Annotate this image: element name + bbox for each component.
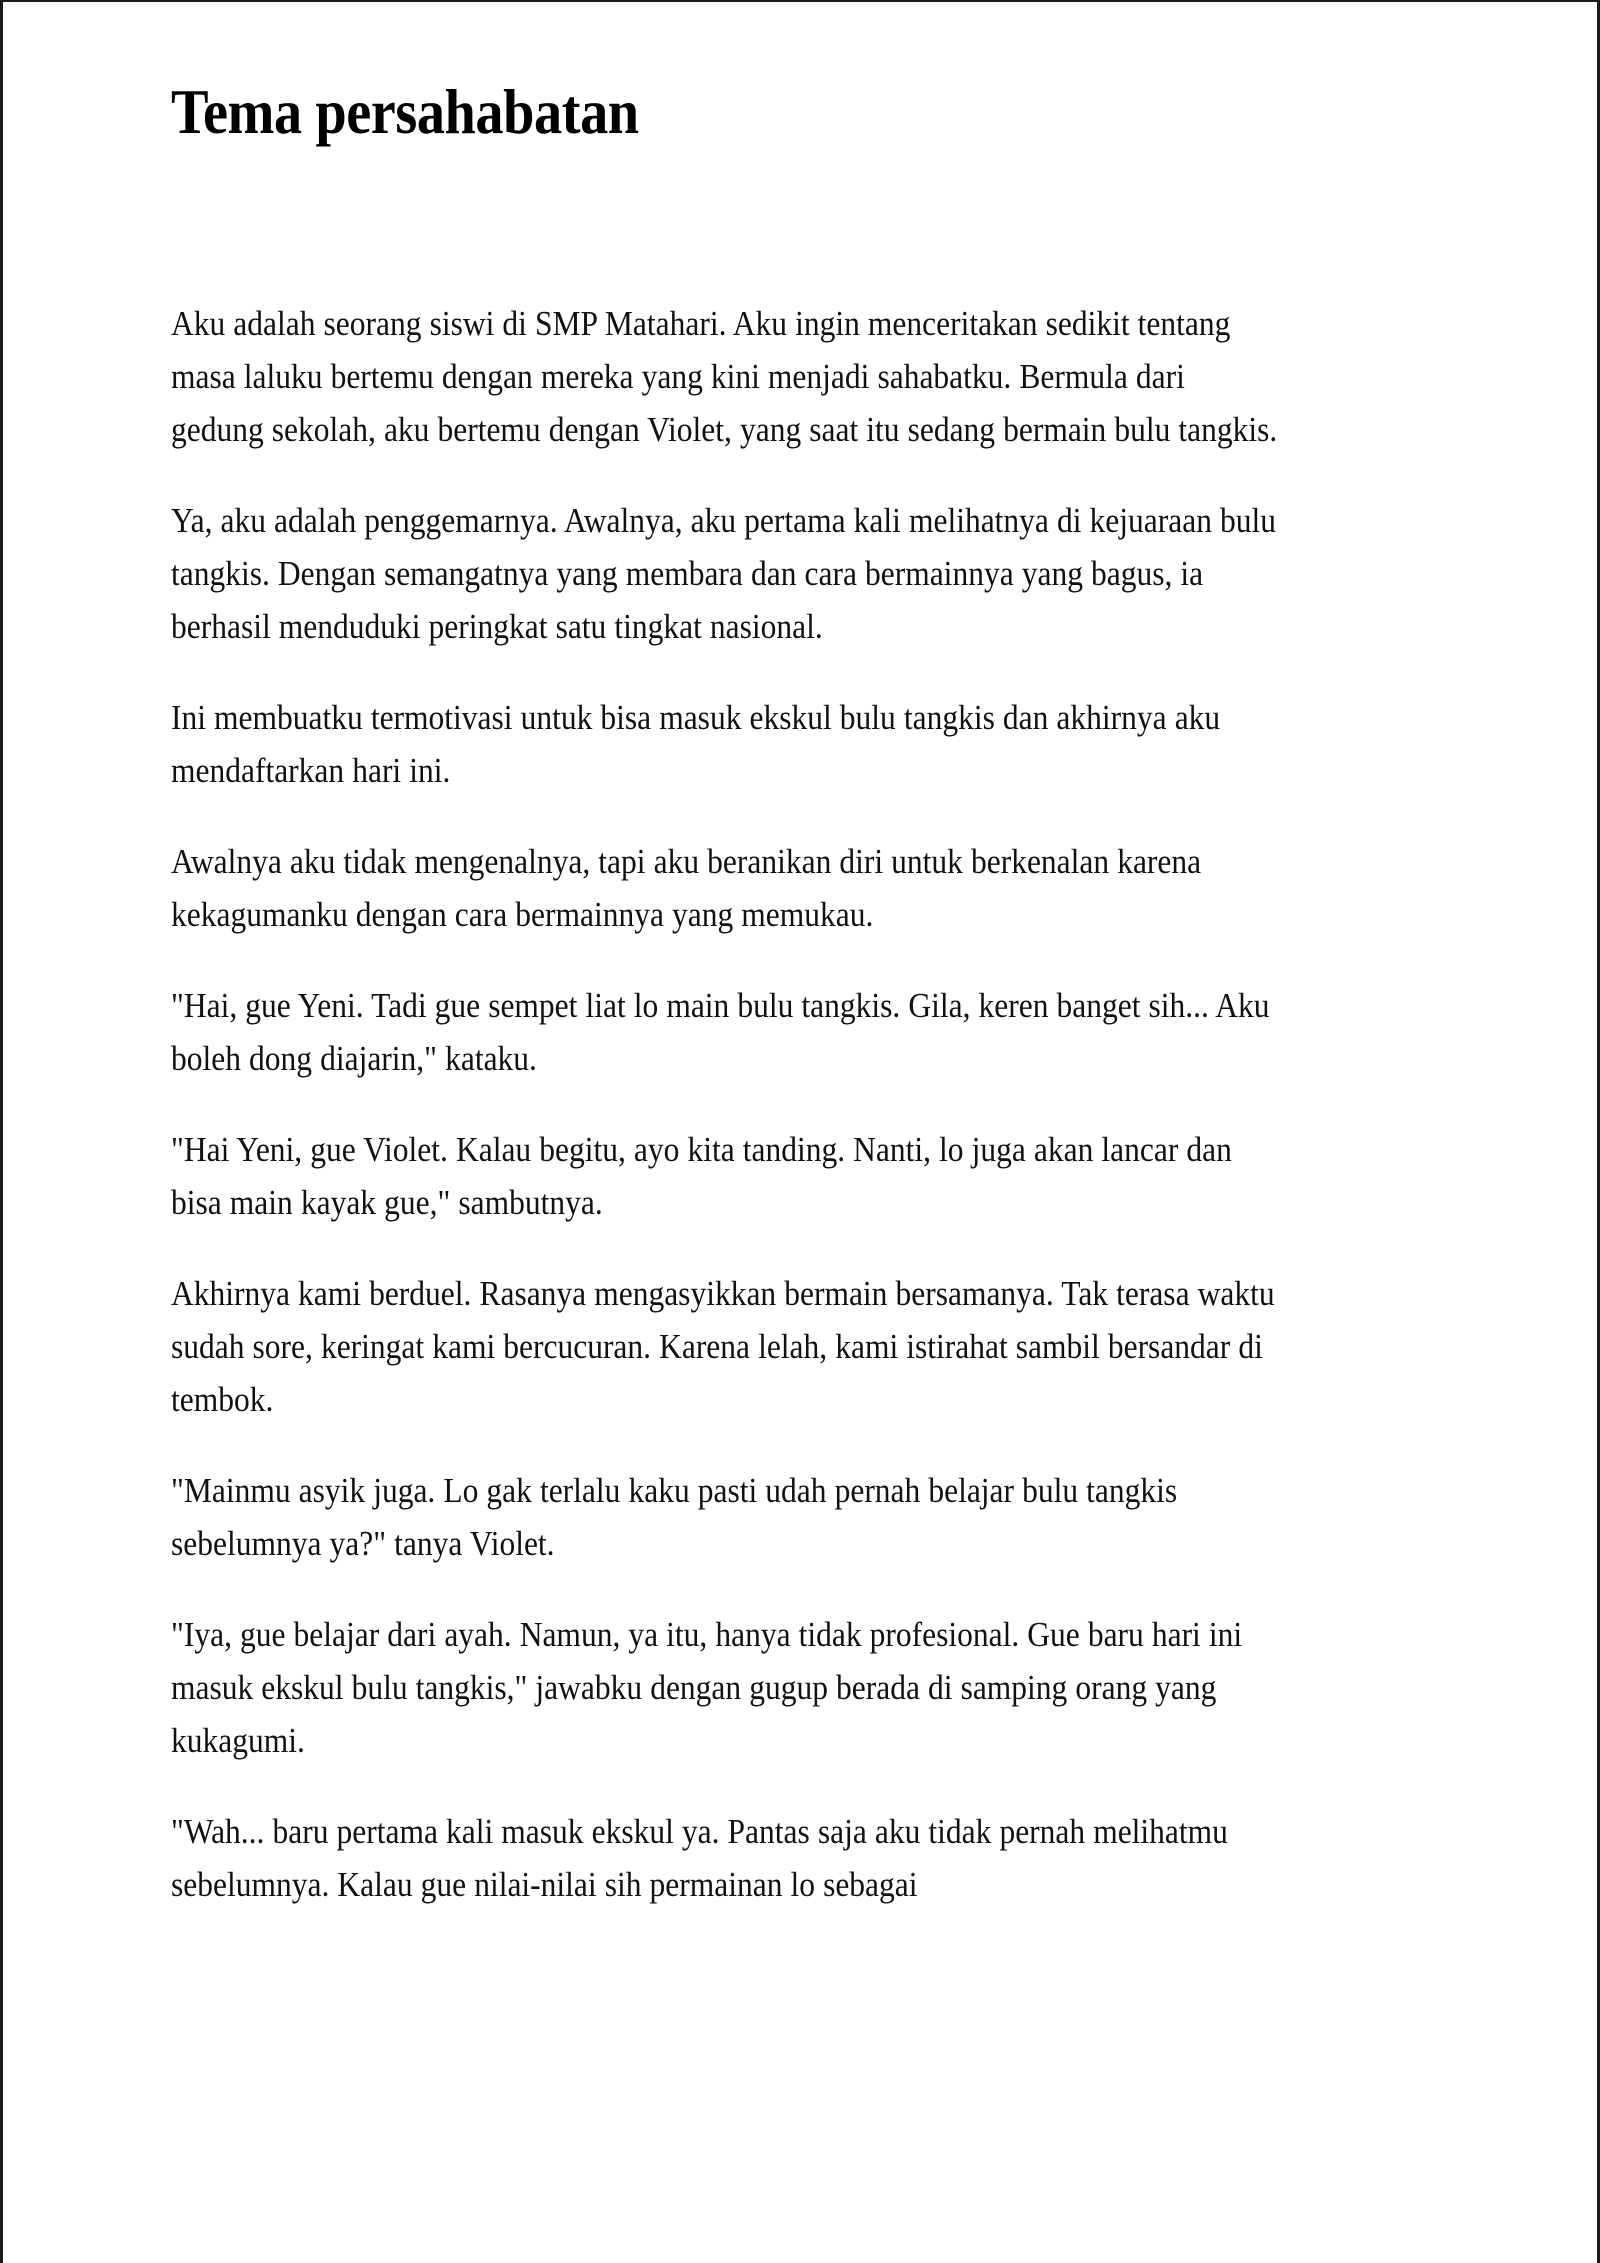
paragraph: "Mainmu asyik juga. Lo gak terlalu kaku pasti udah pernah belajar bulu tangkis sebelumnya ya?" tanya Violet. (171, 1471, 1178, 1564)
paragraph: "Hai Yeni, gue Violet. Kalau begitu, ayo kita tanding. Nanti, lo juga akan lancar dan bisa main kayak gue," sambutnya. (171, 1130, 1232, 1223)
paragraph: Awalnya aku tidak mengenalnya, tapi aku beranikan diri untuk berkenalan karena kekagumanku dengan cara bermainnya yang memukau. (171, 842, 1202, 935)
page-title: Tema persahabatan (171, 76, 639, 147)
paragraph: "Hai, gue Yeni. Tadi gue sempet liat lo main bulu tangkis. Gila, keren banget sih... Aku boleh dong diajarin," kataku. (171, 986, 1270, 1079)
paragraph: Ini membuatku termotivasi untuk bisa masuk ekskul bulu tangkis dan akhirnya aku mendaftarkan hari ini. (171, 698, 1221, 791)
document-body (171, 297, 1421, 1911)
paragraph: Akhirnya kami berduel. Rasanya mengasyikkan bermain bersamanya. Tak terasa waktu sudah sore, keringat kami bercucuran. Karena lelah, kami istirahat sambil bersandar di tembok. (171, 1274, 1275, 1420)
page-content (171, 2, 1421, 1911)
paragraph: "Iya, gue belajar dari ayah. Namun, ya itu, hanya tidak profesional. Gue baru hari ini masuk ekskul bulu tangkis," jawabku dengan gugup berada di samping orang yang kukagumi. (171, 1615, 1243, 1761)
paragraph: Ya, aku adalah penggemarnya. Awalnya, aku pertama kali melihatnya di kejuaraan bulu tangkis. Dengan semangatnya yang membara dan cara bermainnya yang bagus, ia berhasil menduduki peringkat satu tingkat nasional. (171, 501, 1277, 647)
paragraph: Aku adalah seorang siswi di SMP Matahari. Aku ingin menceritakan sedikit tentang masa laluku bertemu dengan mereka yang kini menjadi sahabatku. Bermula dari gedung sekolah, aku bertemu dengan Violet, yang saat itu sedang bermain bulu tangkis. (171, 304, 1278, 450)
paragraph: "Wah... baru pertama kali masuk ekskul ya. Pantas saja aku tidak pernah melihatmu sebelumnya. Kalau gue nilai-nilai sih permainan lo sebagai (171, 1812, 1228, 1905)
